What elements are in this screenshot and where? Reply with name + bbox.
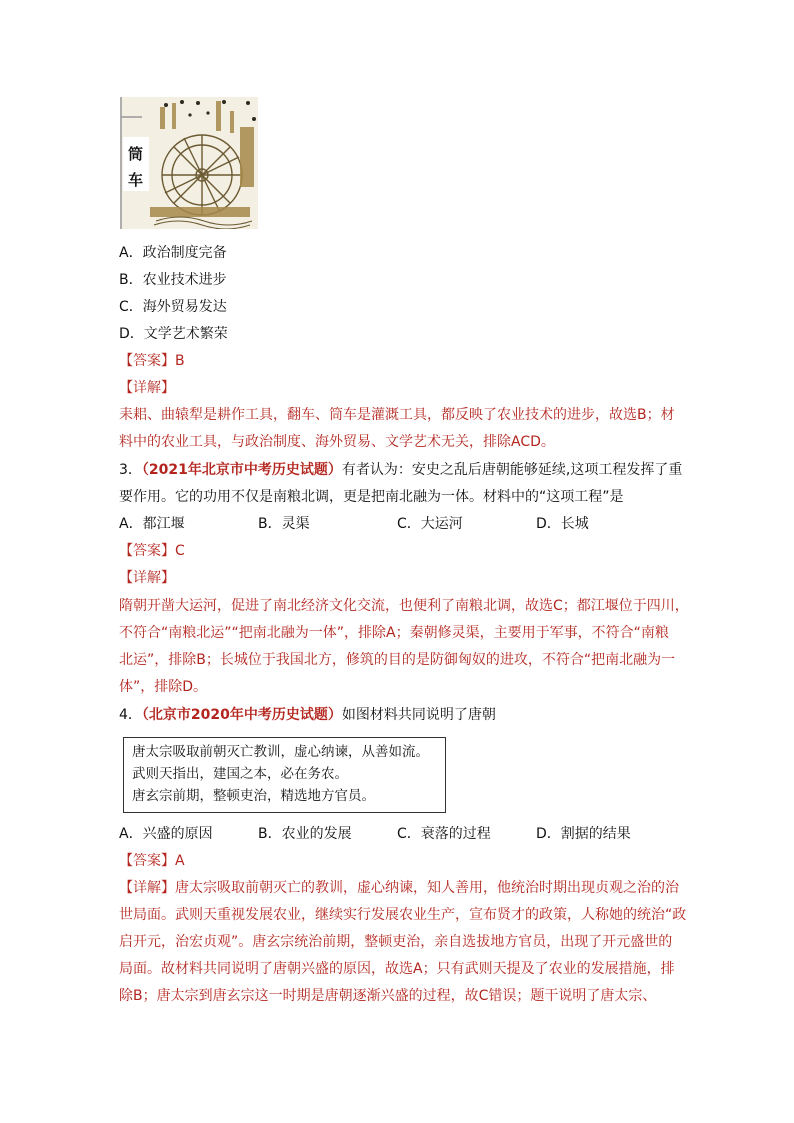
q4-detail-line: 启开元，治宏贞观”。唐玄宗统治前期，整顿吏治，亲自选拔地方官员，出现了开元盛世的 <box>119 934 673 950</box>
q3-option-b: B．灵渠 <box>258 516 310 532</box>
q2-option-c: C．海外贸易发达 <box>119 299 227 315</box>
q3-detail-line: 体”，排除D。 <box>119 679 208 695</box>
q3-number: 3． <box>119 462 142 478</box>
tube-wheel-illustration <box>120 97 258 229</box>
q3-stem-line: 要作用。它的功用不仅是南粮北调，更是把南北融为一体。材料中的“这项工程”是 <box>119 489 624 505</box>
q3-answer: 【答案】C <box>119 543 185 559</box>
q2-answer: 【答案】B <box>119 353 185 369</box>
q4-answer: 【答案】A <box>119 853 185 869</box>
q2-detail-label: 【详解】 <box>119 380 175 396</box>
q4-detail-line: 唐太宗吸取前朝灭亡的教训，虚心纳谏，知人善用，他统治时期出现贞观之治的治 <box>175 880 679 896</box>
q2-option-a: A．政治制度完备 <box>119 245 227 261</box>
q2-detail-line: 料中的农业工具，与政治制度、海外贸易、文学艺术无关，排除ACD。 <box>119 434 555 450</box>
q3-detail-line: 不符合“南粮北运”“把南北融为一体”，排除A；秦朝修灵渠，主要用于军事，不符合“南粮 <box>119 625 669 641</box>
q4-number: 4． <box>119 707 142 723</box>
q4-source: （北京市2020年中考历史试题） <box>141 707 342 723</box>
q4-material-line: 武则天指出，建国之本，必在务农。 <box>132 766 348 782</box>
q3-option-c: C．大运河 <box>397 516 463 532</box>
q4-material-line: 唐玄宗前期，整顿吏治，精选地方官员。 <box>132 788 375 804</box>
q2-detail-line: 耒耜、曲辕犁是耕作工具，翻车、筒车是灌溉工具，都反映了农业技术的进步，故选B；材 <box>119 407 675 423</box>
q4-material-box <box>123 737 446 813</box>
image-caption-char: 筒 <box>128 145 144 163</box>
q3-detail-label: 【详解】 <box>119 570 175 586</box>
q3-stem-text: 有者认为：安史之乱后唐朝能够延续,这项工程发挥了重 <box>341 462 683 478</box>
q4-detail-line: 除B；唐太宗到唐玄宗这一时期是唐朝逐渐兴盛的过程，故C错误；题干说明了唐太宗、 <box>119 988 657 1004</box>
q4-detail-first-line <box>119 878 679 898</box>
q3-stem-line <box>119 460 682 480</box>
q4-option-b: B．农业的发展 <box>258 826 352 842</box>
q4-stem-text: 如图材料共同说明了唐朝 <box>341 707 496 723</box>
q3-source: （2021年北京市中考历史试题） <box>141 462 342 478</box>
q4-detail-line: 局面。故材料共同说明了唐朝兴盛的原因，故选A；只有武则天提及了农业的发展措施，排 <box>119 961 675 977</box>
q3-detail-line: 北运”，排除B；长城位于我国北方，修筑的目的是防御匈奴的进攻，不符合“把南北融为一 <box>119 652 676 668</box>
image-caption-char: 车 <box>128 171 144 189</box>
q3-detail-line: 隋朝开凿大运河，促进了南北经济文化交流，也便利了南粮北调，故选C；都江堰位于四川， <box>119 598 689 614</box>
q4-detail-line: 世局面。武则天重视发展农业，继续实行发展农业生产，宣布贤才的政策，人称她的统治“政 <box>119 907 687 923</box>
q4-option-c: C．衰落的过程 <box>397 826 491 842</box>
q3-option-d: D．长城 <box>536 516 589 532</box>
q4-option-a: A．兴盛的原因 <box>119 826 213 842</box>
q4-stem-line <box>119 705 496 725</box>
q4-detail-label: 【详解】 <box>119 880 175 896</box>
q2-option-d: D．文学艺术繁荣 <box>119 326 228 342</box>
q3-option-a: A．都江堰 <box>119 516 185 532</box>
q4-option-d: D．割据的结果 <box>536 826 631 842</box>
q2-option-b: B．农业技术进步 <box>119 272 227 288</box>
image-caption <box>128 143 143 191</box>
q4-material-line: 唐太宗吸取前朝灭亡教训，虚心纳谏，从善如流。 <box>132 744 429 760</box>
